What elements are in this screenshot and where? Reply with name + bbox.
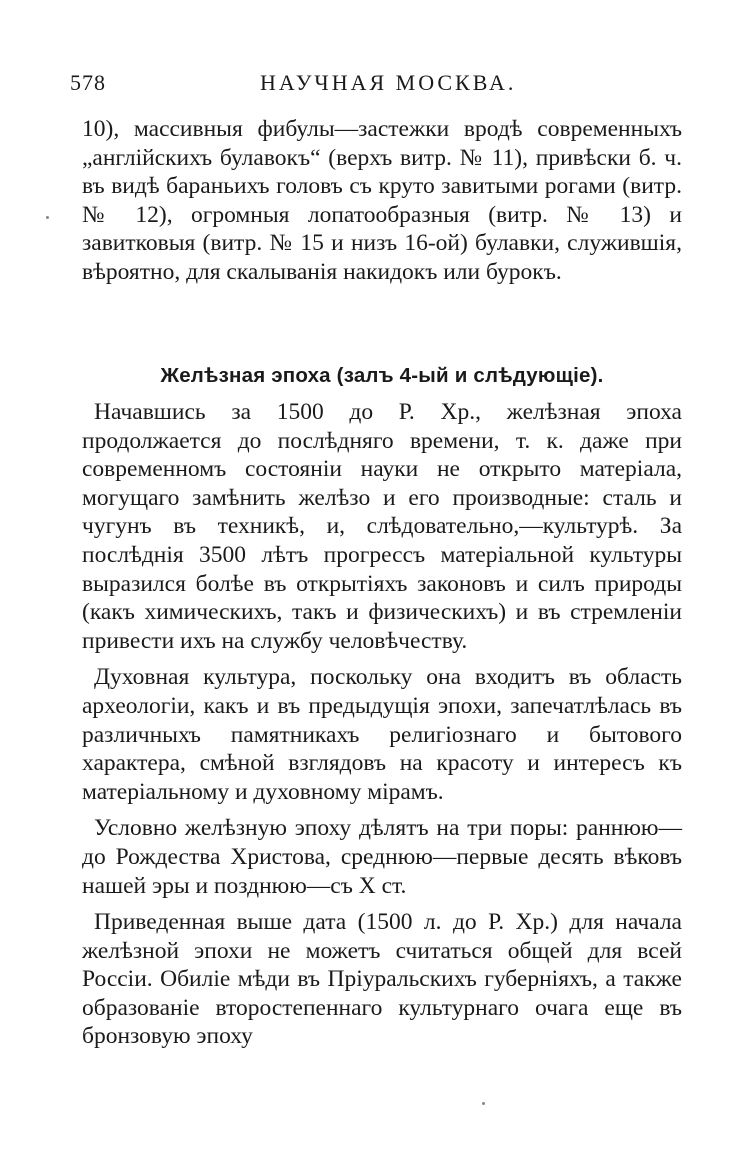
page-header — [70, 70, 680, 100]
running-head: НАУЧНАЯ МОСКВА. — [260, 70, 517, 95]
paragraph-3: Условно желѣзную эпоху дѣлятъ на три поры: раннюю—до Рождества Христова, среднюю—первые десять вѣковъ нашей эры и позднюю—съ X ст. — [82, 815, 682, 899]
page-number: 578 — [70, 70, 106, 95]
continuation-paragraph: 10), массивныя фибулы—застежки вродѣ современныхъ „англійскихъ булавокъ“ (верхъ витр. № 11), привѣски б. ч. въ видѣ бараньихъ головъ съ круто завитыми рогами (витр. № 12), огромныя лопатообразныя (витр. № 13) и завитковыя (витр. № 15 и низъ 16-ой) булавки, служившія, вѣроятно, для скалыванія накидокъ или бурокъ. — [82, 116, 682, 285]
paragraph-2: Духовная культура, поскольку она входитъ въ область археологіи, какъ и въ предыдущія эпохи, запечатлѣлась въ различныхъ памятникахъ религіознаго и бытового характера, смѣной взглядовъ на красоту и интересъ къ матеріальному и духовному мірамъ. — [82, 664, 682, 805]
section-heading: Желѣзная эпоха (залъ 4-ый и слѣдующіе). — [160, 364, 604, 387]
paper-speck — [482, 1102, 485, 1105]
paragraph-4: Приведенная выше дата (1500 л. до Р. Хр.) для начала желѣзной эпохи не можетъ считаться общей для всей Россіи. Обиліе мѣди въ Пріуральскихъ губерніяхъ, а также образованіе второстепеннаго культурнаго очага еще въ бронзовую эпоху — [82, 909, 682, 1050]
body-text — [82, 398, 682, 1051]
paper-speck — [46, 216, 49, 219]
paragraph-1: Начавшись за 1500 до Р. Хр., желѣзная эпоха продолжается до послѣдняго времени, т. к. даже при современномъ состояніи науки не открыто матеріала, могущаго замѣнить желѣзо и его производные: сталь и чугунъ въ техникѣ, и, слѣдовательно,—культурѣ. За послѣднія 3500 лѣтъ прогрессъ матеріальной культуры выразился болѣе въ открытіяхъ законовъ и силъ природы (какъ химическихъ, такъ и физическихъ) и въ стремленіи привести ихъ на службу человѣчеству. — [82, 399, 682, 654]
continuation-block — [82, 115, 682, 287]
